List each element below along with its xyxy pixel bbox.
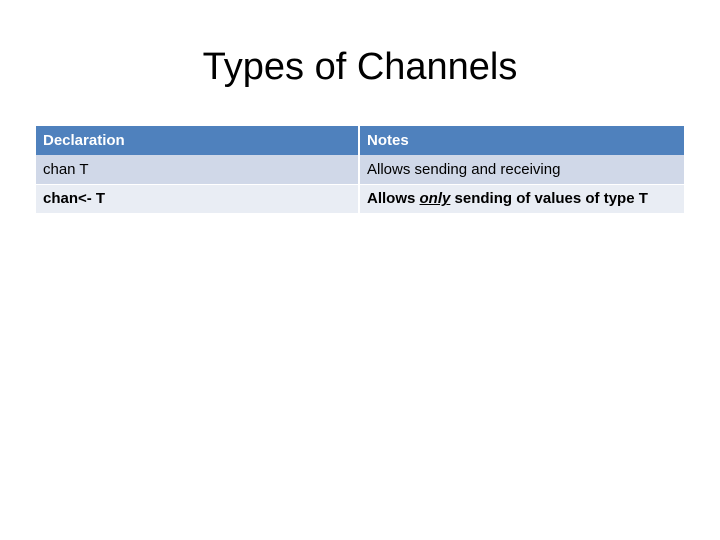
notes-suffix: sending of values of type T: [450, 190, 648, 208]
table-row: [36, 184, 684, 213]
notes-prefix: Allows: [367, 190, 420, 208]
cell-declaration: chan<- T: [36, 184, 359, 213]
table-header-row: [36, 126, 684, 155]
table-row: [36, 155, 684, 184]
channel-types-table: [36, 126, 684, 213]
notes-emphasis: only: [419, 190, 451, 208]
cell-notes: Allows sending and receiving: [359, 155, 684, 184]
slide-title: Types of Channels: [202, 46, 518, 88]
cell-notes: [359, 184, 684, 213]
header-notes: Notes: [359, 126, 684, 155]
cell-declaration: chan T: [36, 155, 359, 184]
header-declaration: Declaration: [36, 126, 359, 155]
